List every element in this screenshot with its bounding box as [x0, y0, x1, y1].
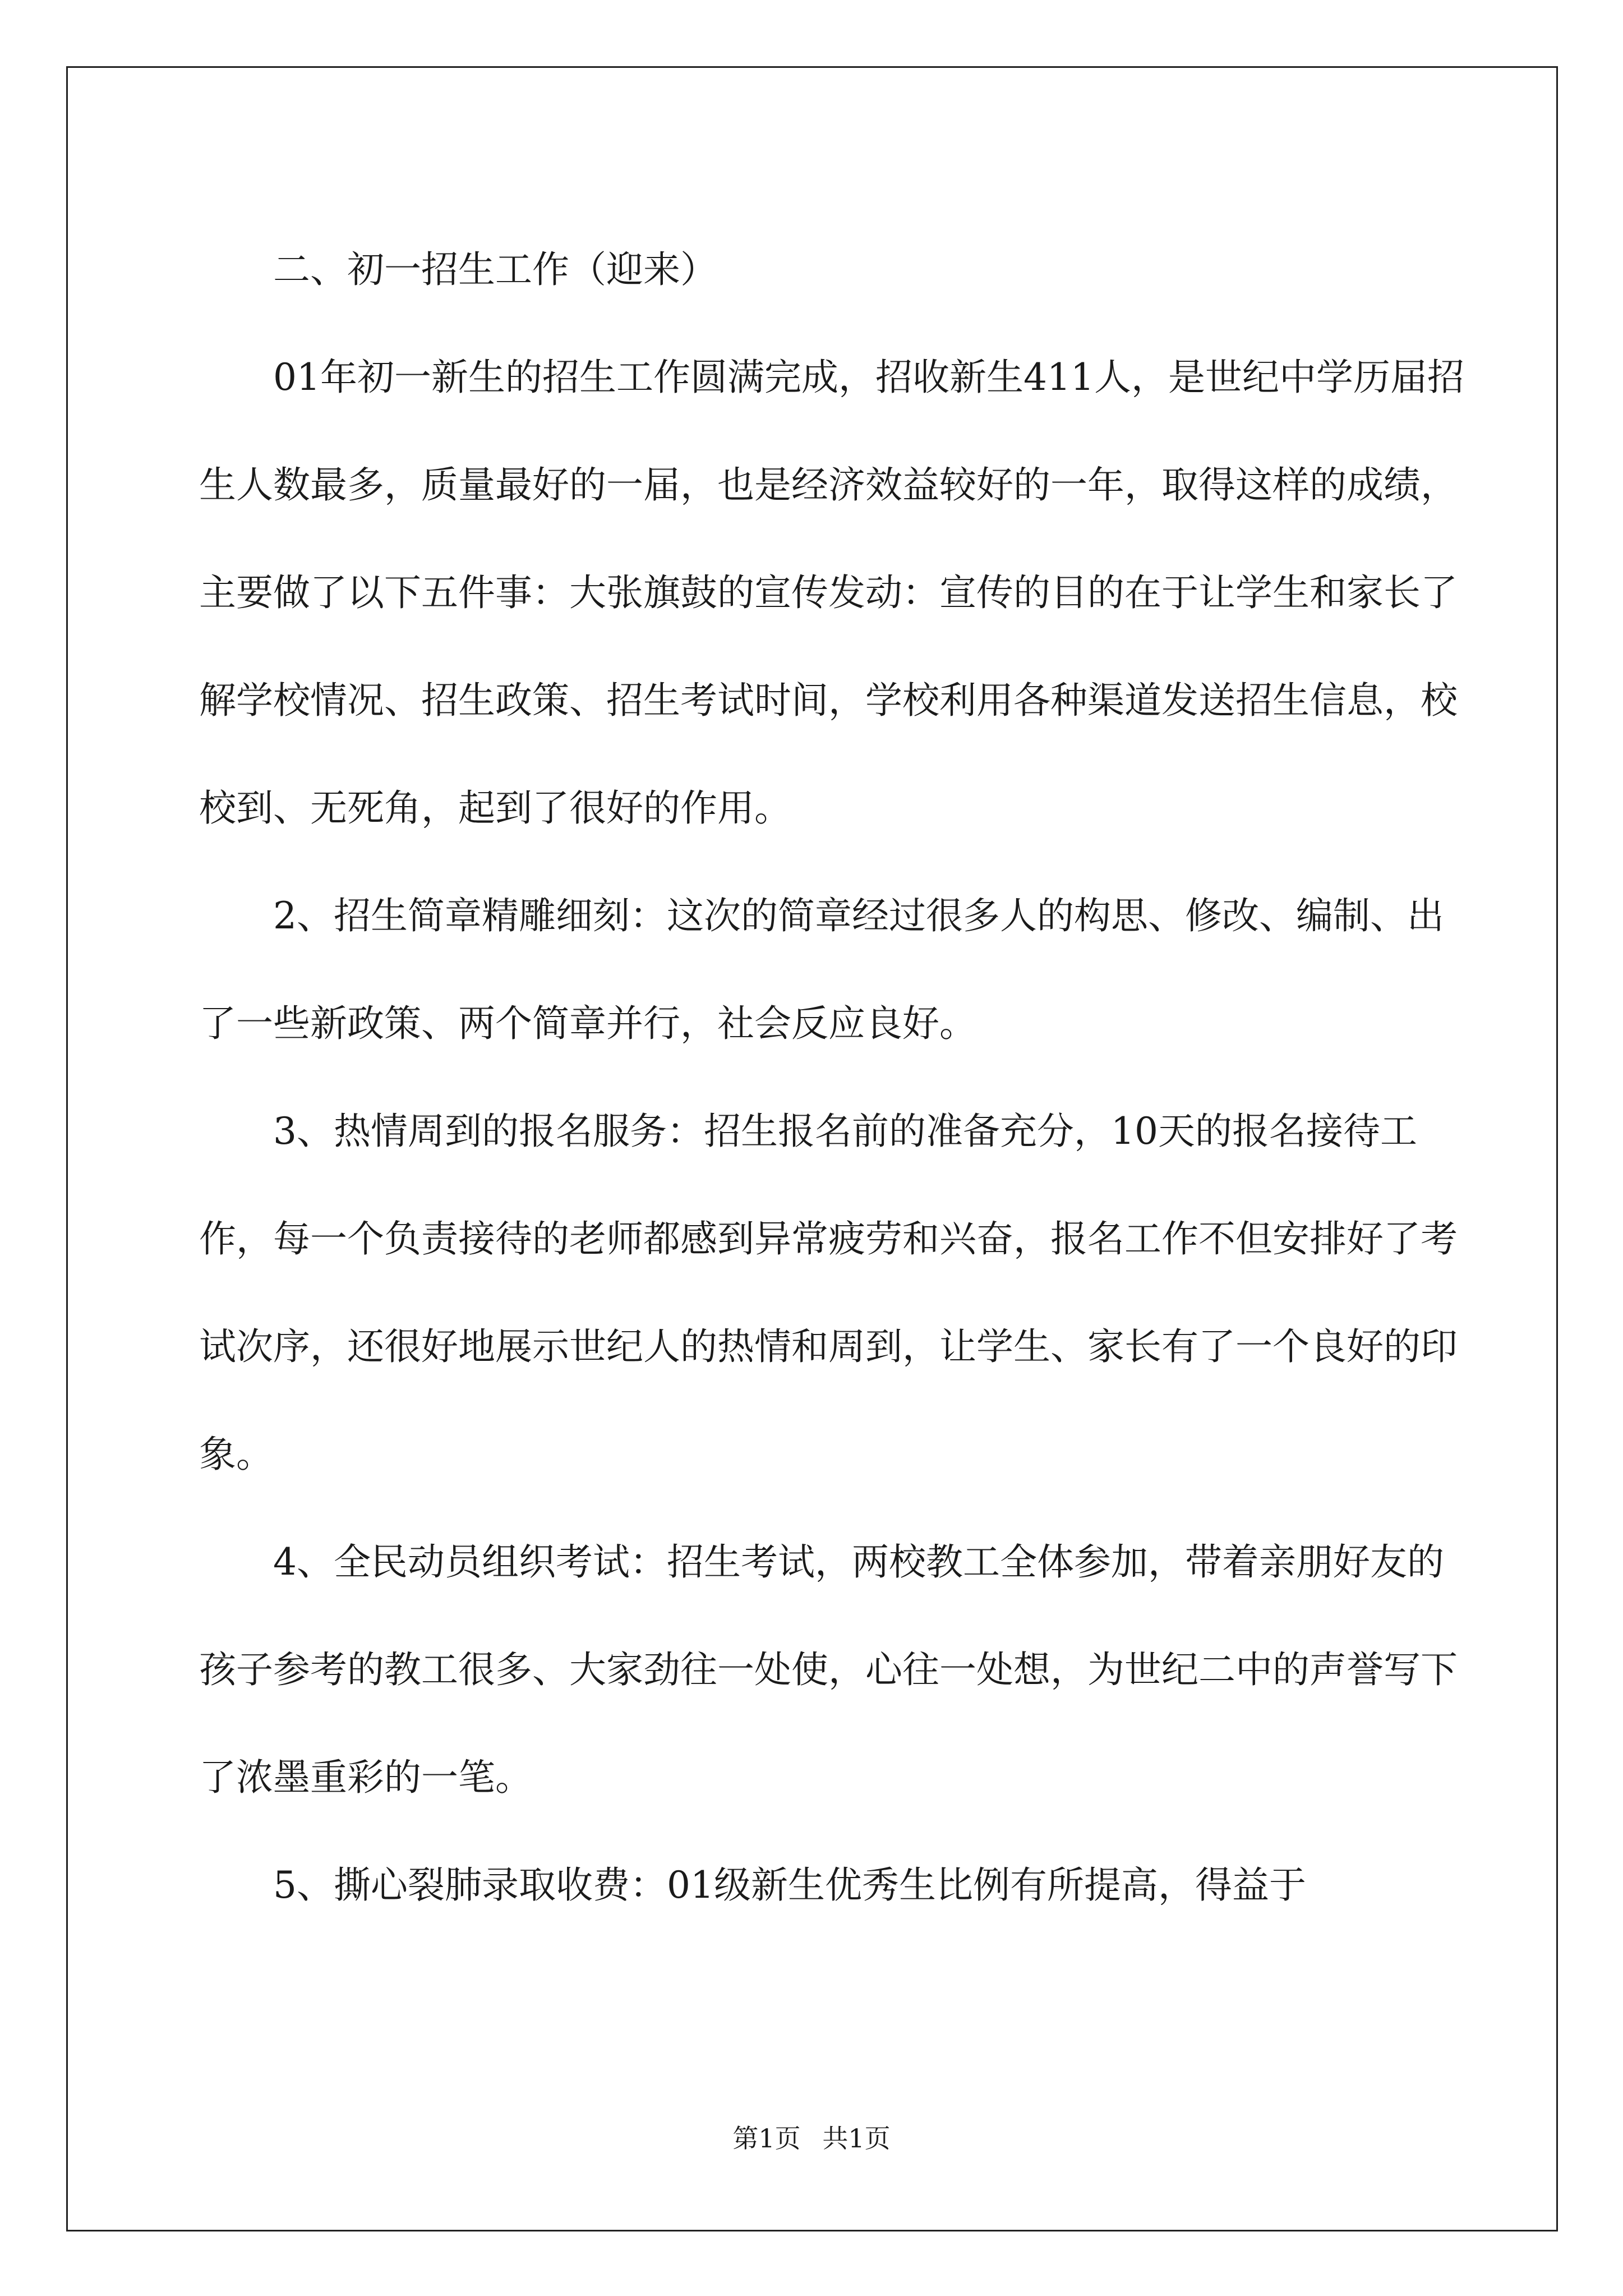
page-footer — [0, 2118, 1623, 2155]
paragraph-3: 3、热情周到的报名服务：招生报名前的准备充分，10天的报名接待工作，每一个负责接待的老师都感到异常疲劳和兴奋，报名工作不但安排好了考试次序，还很好地展示世纪人的热情和周到，让学生、家长有了一个良好的印象。 — [199, 1110, 1458, 1476]
section-heading: 二、初一招生工作（迎来） — [273, 248, 717, 291]
paragraph-2: 2、招生简章精雕细刻：这次的简章经过很多人的构思、修改、编制、出了一些新政策、两个简章并行，社会反应良好。 — [199, 894, 1444, 1045]
paragraph-1: 01年初一新生的招生工作圆满完成，招收新生411人，是世纪中学历届招生人数最多，质量最好的一届，也是经济效益较好的一年，取得这样的成绩，主要做了以下五件事：大张旗鼓的宣传发动：宣传的目的在于让学生和家长了解学校情况、招生政策、招生考试时间，学校利用各种渠道发送招生信息，校校到、无死角，起到了很好的作用。 — [199, 356, 1464, 830]
paragraph-4: 4、全民动员组织考试：招生考试，两校教工全体参加，带着亲朋好友的孩子参考的教工很多、大家劲往一处使，心往一处想，为世纪二中的声誉写下了浓墨重彩的一笔。 — [199, 1540, 1458, 1799]
document-body — [199, 216, 1467, 1939]
page-number-total: 共1页 — [822, 2123, 891, 2154]
paragraph-5: 5、撕心裂肺录取收费：01级新生优秀生比例有所提高，得益于 — [273, 1864, 1306, 1907]
page-number-current: 第1页 — [732, 2123, 801, 2154]
